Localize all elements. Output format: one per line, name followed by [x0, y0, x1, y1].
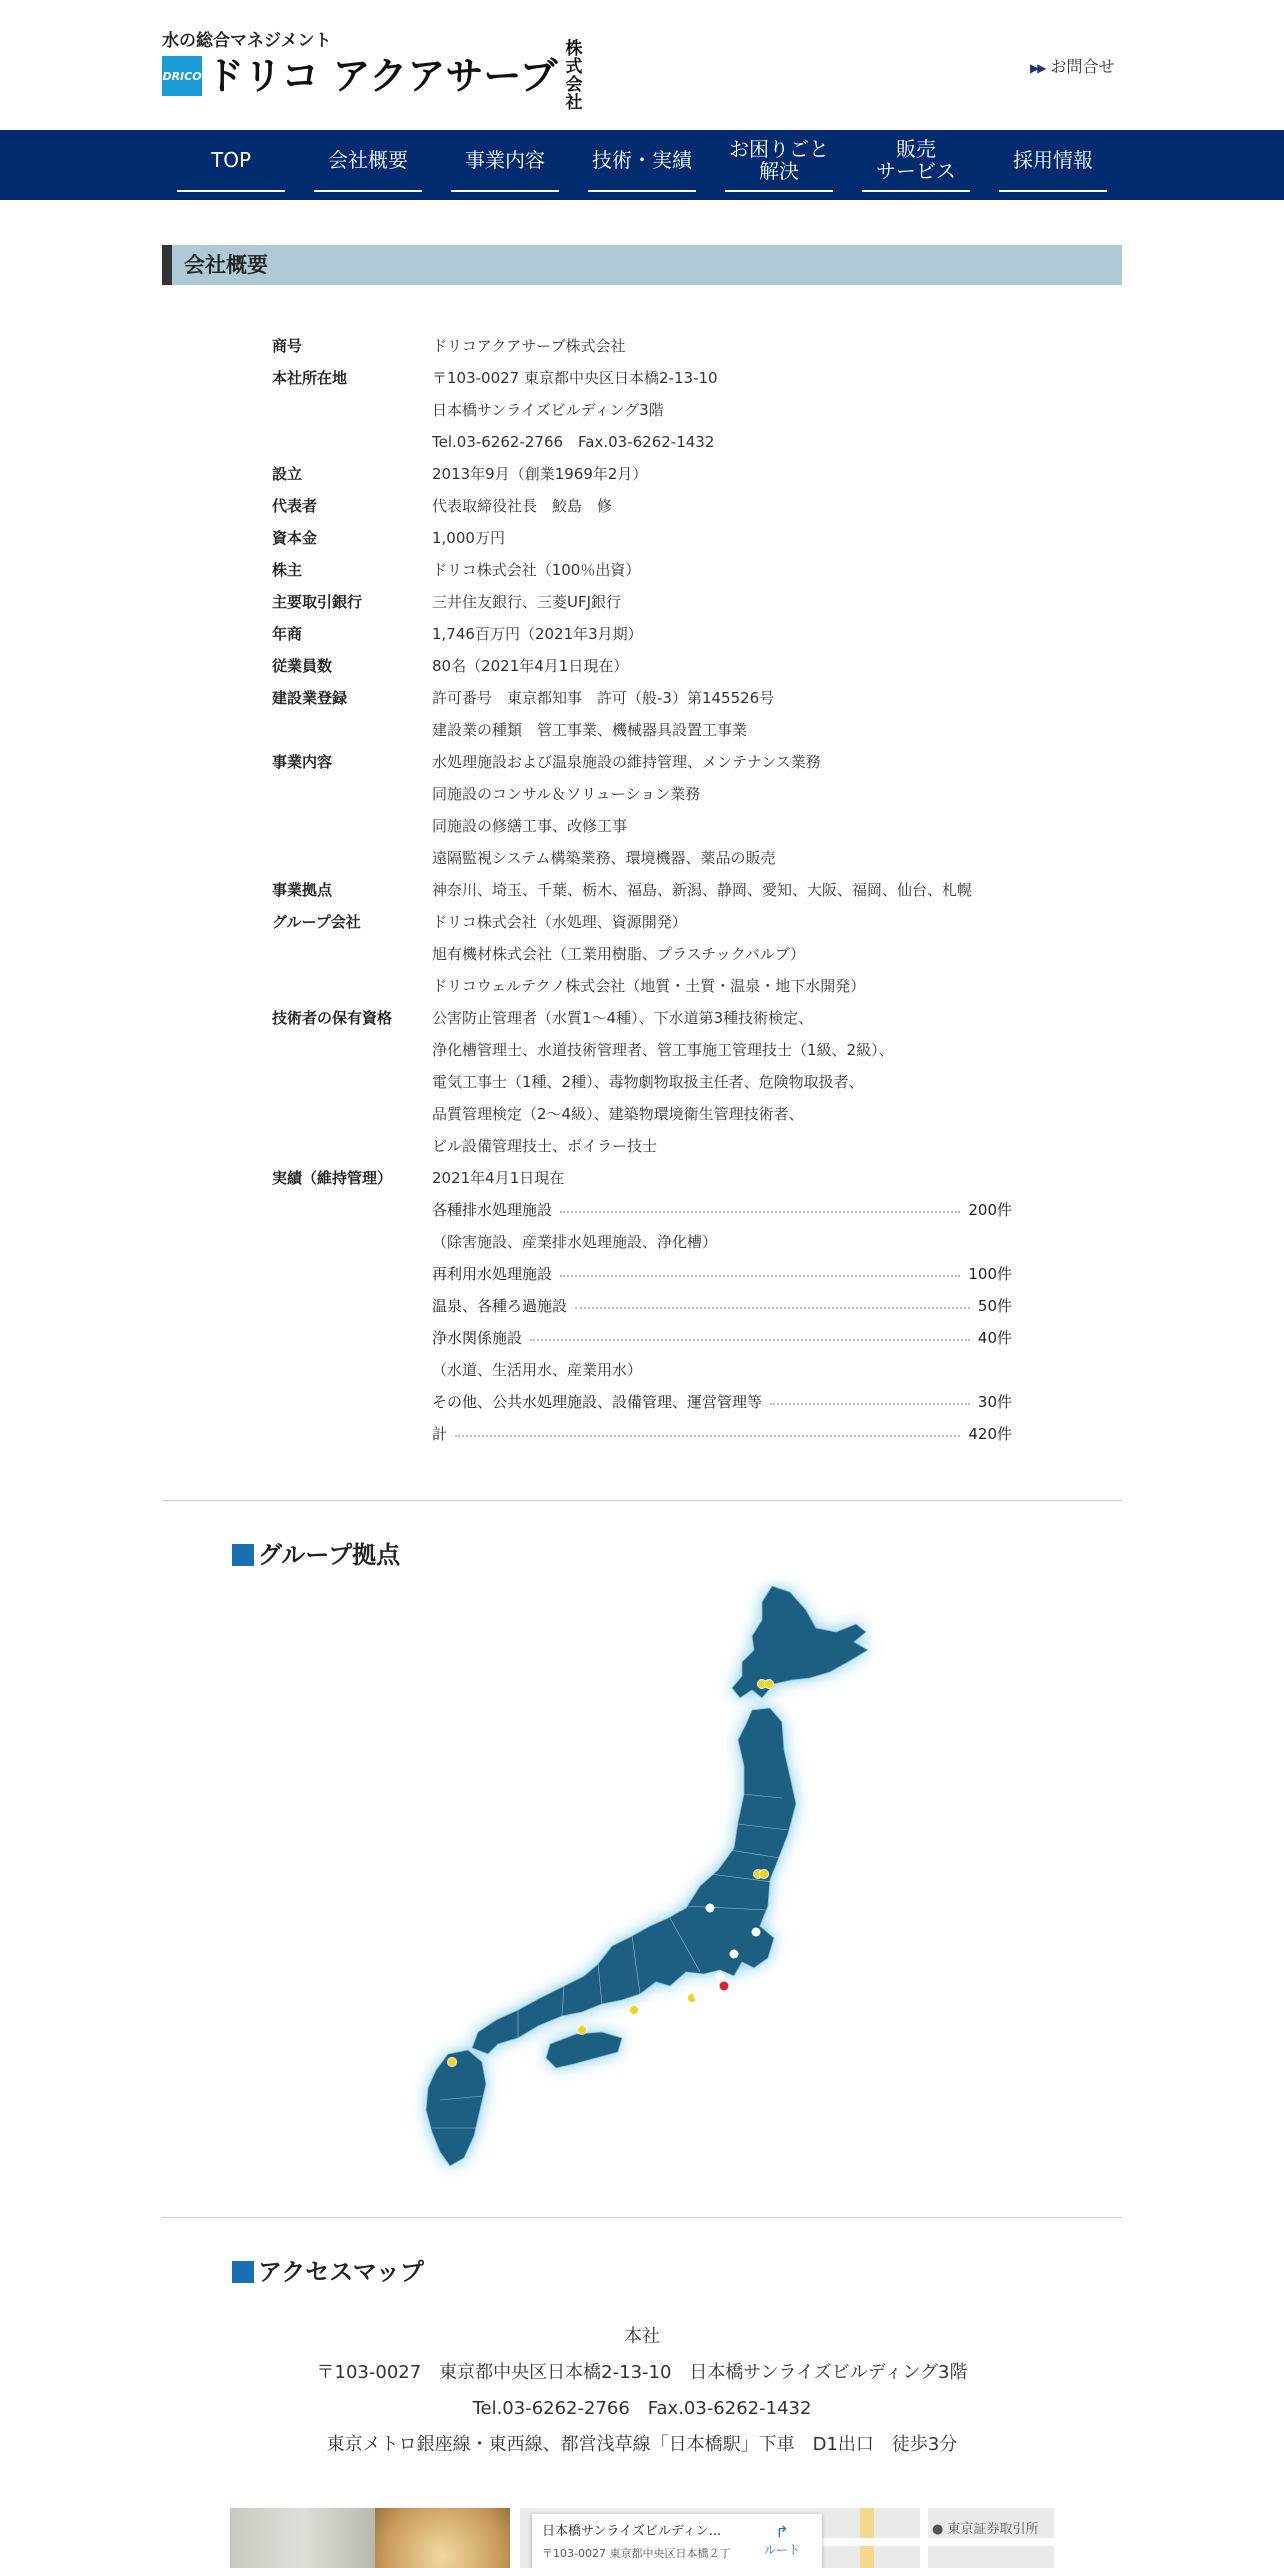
info-row — [272, 842, 1032, 874]
info-row — [272, 650, 1032, 682]
info-label: 主要取引銀行 — [272, 593, 363, 611]
achievement-count: 40件 — [977, 1329, 1012, 1347]
achievement-note — [432, 1226, 1012, 1258]
info-row — [272, 746, 1032, 778]
info-value: 1,746百万円（2021年3月期） — [432, 625, 643, 643]
info-value: 建設業の種類 管工事業、機械器具設置工事業 — [432, 721, 748, 739]
info-value: 許可番号 東京都知事 許可（般-3）第145526号 — [432, 689, 775, 707]
double-triangle-icon: ▶▶ — [1030, 61, 1045, 75]
leader-dots — [530, 1322, 970, 1341]
main-nav — [0, 130, 1284, 200]
info-value: 代表取締役社長 鮫島 修 — [432, 497, 613, 515]
info-value: 2021年4月1日現在 — [432, 1169, 565, 1187]
nav-solutions[interactable]: お困りごと 解決 — [725, 130, 833, 192]
leader-dots — [560, 1258, 960, 1277]
station-directions: 東京メトロ銀座線・東西線、都営浅草線「日本橋駅」下車 D1出口 徒歩3分 — [326, 2434, 958, 2455]
achievement-note-text: （除害施設、産業排水処理施設、浄化槽） — [432, 1233, 718, 1251]
info-row — [272, 1162, 1032, 1194]
achievement-count: 200件 — [968, 1201, 1012, 1219]
achievement-name: 再利用水処理施設 — [432, 1265, 553, 1283]
info-row — [272, 1098, 1032, 1130]
info-row — [272, 906, 1032, 938]
info-value: 旭有機材株式会社（工業用樹脂、プラスチックバルブ） — [432, 945, 806, 963]
office-tel-fax: Tel.03-6262-2766 Fax.03-6262-1432 — [472, 2398, 812, 2419]
info-row — [272, 778, 1032, 810]
info-value: 品質管理検定（2～4級）、建築物環境衛生管理技術者、 — [432, 1105, 804, 1123]
access-heading: アクセスマップ — [232, 2252, 424, 2287]
achievement-row — [432, 1290, 1012, 1322]
info-row — [272, 618, 1032, 650]
pin-tokyo — [719, 1981, 729, 1991]
info-value: 電気工事士（1種、2種）、毒物劇物取扱主任者、危険物取扱者、 — [432, 1073, 864, 1091]
building-lobby-photo — [375, 2508, 510, 2568]
info-label: 株主 — [272, 561, 303, 579]
section-title: 会社概要 — [162, 245, 1122, 285]
pin-kanagawa — [714, 1990, 723, 1999]
pin-niigata — [706, 1904, 715, 1913]
kyushu-shape — [426, 2050, 486, 2166]
directions-icon: ↱ — [775, 2522, 789, 2541]
info-value: 水処理施設および温泉施設の維持管理、メンテナンス業務 — [432, 753, 821, 771]
pin-fukuoka — [448, 2058, 457, 2067]
leader-dots — [770, 1386, 970, 1405]
info-row — [272, 1034, 1032, 1066]
map-pin-icon: ● — [932, 2522, 944, 2537]
info-label: 技術者の保有資格 — [272, 1009, 393, 1027]
map-route-button[interactable]: ↱ ルート — [764, 2522, 801, 2557]
achievement-count: 30件 — [977, 1393, 1012, 1411]
leader-dots — [560, 1194, 960, 1213]
drico-logo-mark: DRICO — [162, 56, 202, 96]
info-value: 80名（2021年4月1日現在） — [432, 657, 629, 675]
contact-link[interactable] — [1030, 54, 1114, 77]
pin-sendai-2 — [760, 1870, 769, 1879]
building-photos — [230, 2508, 510, 2568]
info-row — [272, 1066, 1032, 1098]
info-label: 事業内容 — [272, 753, 333, 771]
achievement-count: 420件 — [968, 1425, 1012, 1443]
pin-chiba — [736, 1988, 745, 1997]
info-value: 三井住友銀行、三菱UFJ銀行 — [432, 593, 622, 611]
info-value: ドリコ株式会社（100％出資） — [432, 561, 641, 579]
achievement-row — [432, 1258, 1012, 1290]
achievement-name: 温泉、各種ろ過施設 — [432, 1297, 568, 1315]
info-label: 商号 — [272, 337, 303, 355]
achievement-note — [432, 1354, 1012, 1386]
info-row — [272, 682, 1032, 714]
info-value: ドリコアクアサーブ株式会社 — [432, 337, 626, 355]
info-value: Tel.03-6262-2766 Fax.03-6262-1432 — [432, 433, 715, 451]
office-address: 〒103-0027 東京都中央区日本橋2-13-10 日本橋サンライズビルディング3階 — [316, 2362, 968, 2383]
info-row — [272, 394, 1032, 426]
info-row — [272, 938, 1032, 970]
achievement-name: その他、公共水処理施設、設備管理、運営管理等 — [432, 1393, 763, 1411]
info-row — [272, 1002, 1032, 1034]
info-label: 代表者 — [272, 497, 318, 515]
honshu-shape — [472, 1708, 796, 2054]
nav-technology[interactable]: 技術・実績 — [588, 130, 696, 192]
leader-dots — [575, 1290, 970, 1309]
pin-tochigi — [730, 1950, 739, 1959]
square-bullet-icon — [232, 2261, 254, 2283]
info-row — [272, 362, 1032, 394]
info-label: 建設業登録 — [272, 689, 348, 707]
info-label: 実績（維持管理） — [272, 1169, 393, 1187]
info-row — [272, 586, 1032, 618]
map-place-title: 日本橋サンライズビルディン... — [542, 2524, 722, 2539]
info-value: 2013年9月（創業1969年2月） — [432, 465, 648, 483]
info-value: ドリコウェルテクノ株式会社（地質・土質・温泉・地下水開発） — [432, 977, 866, 995]
pin-sapporo-2 — [765, 1680, 774, 1689]
map-poi-label: ● 東京証券取引所 — [932, 2522, 1039, 2537]
shikoku-shape — [546, 2032, 622, 2068]
achievement-note-text: （水道、生活用水、産業用水） — [432, 1361, 643, 1379]
info-label: 年商 — [272, 625, 303, 643]
google-map-embed[interactable] — [520, 2508, 1054, 2568]
map-place-card[interactable] — [532, 2514, 822, 2568]
info-value: 同施設の修繕工事、改修工事 — [432, 817, 628, 835]
nav-company[interactable]: 会社概要 — [314, 130, 422, 192]
hokkaido-shape — [732, 1586, 868, 1698]
info-row — [272, 490, 1032, 522]
pin-osaka — [578, 2026, 587, 2035]
info-value: 同施設のコンサル＆ソリューション業務 — [432, 785, 701, 803]
info-value: ビル設備管理技士、ボイラー技士 — [432, 1137, 658, 1155]
info-row — [272, 874, 1032, 906]
nav-top[interactable]: TOP — [177, 130, 285, 192]
pin-aichi — [630, 2006, 639, 2015]
info-value: ドリコ株式会社（水処理、資源開発） — [432, 913, 687, 931]
japan-map — [370, 1580, 910, 2180]
achievement-row — [432, 1322, 1012, 1354]
achievement-count: 100件 — [968, 1265, 1012, 1283]
logo-name: ドリコ アクアサーブ — [206, 54, 558, 98]
divider — [162, 2217, 1122, 2218]
nav-sales-service[interactable]: 販売 サービス — [862, 130, 970, 192]
pin-shizuoka-2 — [694, 1992, 703, 2001]
info-label: 従業員数 — [272, 657, 333, 675]
info-row — [272, 970, 1032, 1002]
pin-fukushima — [752, 1928, 761, 1937]
achievement-name: 各種排水処理施設 — [432, 1201, 553, 1219]
info-row — [272, 714, 1032, 746]
info-value: 日本橋サンライズビルディング3階 — [432, 401, 664, 419]
logo-kabushikigaisha: 株式会社 — [565, 39, 583, 113]
nav-business[interactable]: 事業内容 — [451, 130, 559, 192]
info-row — [272, 458, 1032, 490]
contact-label: お問合せ — [1050, 57, 1115, 76]
group-heading: グループ拠点 — [232, 1535, 400, 1570]
achievement-row — [432, 1418, 1012, 1450]
office-name: 本社 — [624, 2326, 660, 2347]
divider — [162, 1500, 1122, 1501]
square-bullet-icon — [232, 1544, 254, 1566]
pin-saitama — [716, 1972, 725, 1981]
info-row — [272, 426, 1032, 458]
achievement-name: 計 — [432, 1425, 448, 1443]
achievement-count: 50件 — [977, 1297, 1012, 1315]
achievement-row — [432, 1386, 1012, 1418]
info-label: 資本金 — [272, 529, 318, 547]
info-row — [272, 810, 1032, 842]
map-place-address: 〒103-0027 東京都中央区日本橋２丁 — [542, 2547, 731, 2560]
achievement-name: 浄水関係施設 — [432, 1329, 523, 1347]
info-row — [272, 522, 1032, 554]
building-exterior-photo — [230, 2508, 375, 2568]
info-label: 事業拠点 — [272, 881, 333, 899]
info-value: 浄化槽管理士、水道技術管理者、管工事施工管理技士（1級、2級）、 — [432, 1041, 894, 1059]
leader-dots — [455, 1418, 960, 1437]
info-label: グループ会社 — [272, 913, 361, 931]
tagline: 水の総合マネジメント — [162, 31, 332, 51]
info-value: 神奈川、埼玉、千葉、栃木、福島、新潟、静岡、愛知、大阪、福岡、仙台、札幌 — [432, 881, 973, 899]
info-value: 〒103-0027 東京都中央区日本橋2-13-10 — [432, 369, 718, 387]
site-header — [0, 0, 1284, 130]
info-row — [272, 1130, 1032, 1162]
info-value: 1,000万円 — [432, 529, 505, 547]
info-label: 本社所在地 — [272, 369, 348, 387]
info-row — [272, 554, 1032, 586]
achievement-row — [432, 1194, 1012, 1226]
info-value: 遠隔監視システム構築業務、環境機器、薬品の販売 — [432, 849, 776, 867]
info-label: 設立 — [272, 465, 303, 483]
nav-recruit[interactable]: 採用情報 — [999, 130, 1107, 192]
info-row — [272, 330, 1032, 362]
info-value: 公害防止管理者（水質1～4種）、下水道第3種技術検定、 — [432, 1009, 814, 1027]
